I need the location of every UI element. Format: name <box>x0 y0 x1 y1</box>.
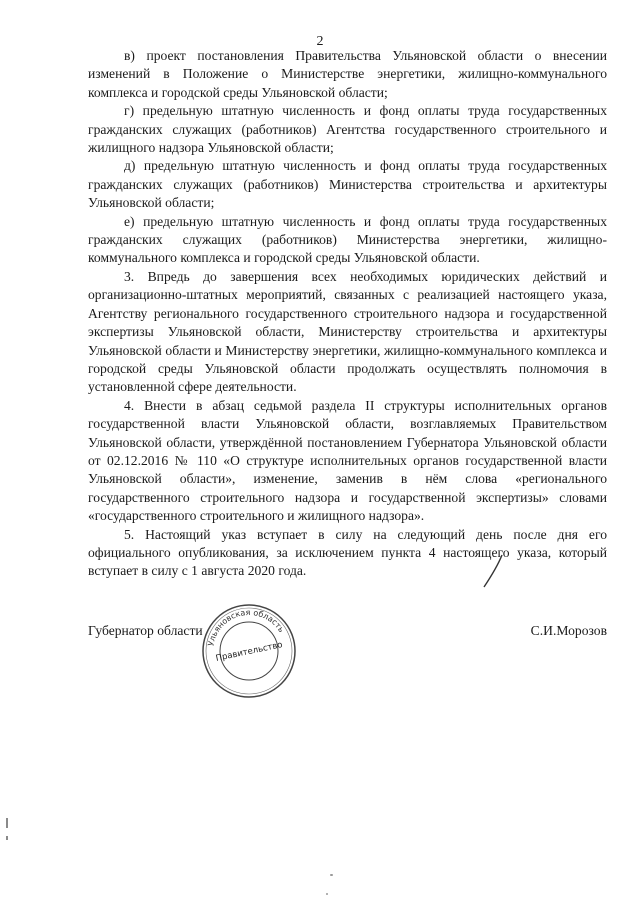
signer-name: С.И.Морозов <box>530 623 607 638</box>
paragraph-item-d: д) предельную штатную численность и фонд оплаты труда государственных гражданских служащих (работников) Министерства строительства и архитектуры Ульяновской области; <box>88 158 607 211</box>
scan-speck <box>326 893 328 895</box>
paragraph-3: 3. Впредь до завершения всех необходимых юридических действий и организационно-штатных мероприятий, связанных с реализацией настоящего указа, Агентству регионального государственного строительного надзора и государственной экспертизы Ульяновской области, Министерству строительства и архитектуры Ульяновской области и Министерству энергетики, жилищно-коммунального комплекса и городской среды Ульяновской области продолжать осуществлять полномочия в установленной сфере деятельности. <box>88 268 607 395</box>
official-seal <box>201 603 297 699</box>
paragraph-4: 4. Внести в абзац седьмой раздела II структуры исполнительных органов государственной власти Ульяновской области, возглавляемых Правительством Ульяновской области, утверждённой постановлением Губернатора Ульяновской области от 02.12.2016 № 110 «О структуре исполнительных органов государственной власти Ульяновской области», изменение, заменив в нём слова «регионального государственного строительного надзора и государственной экспертизы» словами «государственного строительного и жилищного надзора». <box>88 397 607 524</box>
signature-stroke <box>478 553 508 589</box>
paragraph-item-e: е) предельную штатную численность и фонд оплаты труда государственных гражданских служащих (работников) Министерства энергетики, жилищно-коммунального комплекса и городской среды Ульяновской области. <box>88 213 607 266</box>
svg-text:Правительство: Правительство <box>214 640 284 664</box>
svg-text:Ульяновская область: Ульяновская область <box>206 607 287 647</box>
paragraph-item-v: в) проект постановления Правительства Ульяновской области о внесении изменений в Положение о Министерстве энергетики, жилищно-коммунального комплекса и городской среды Ульяновской области; <box>88 48 607 100</box>
paragraph-item-g: г) предельную штатную численность и фонд оплаты труда государственных гражданских служащих (работников) Агентства государственного строительного и жилищного надзора Ульяновской области; <box>88 103 607 156</box>
signature-block <box>88 623 607 643</box>
signer-title: Губернатор области <box>88 623 203 638</box>
page-number: 2 <box>316 34 324 49</box>
paragraph-5: 5. Настоящий указ вступает в силу на следующий день после дня его официального опубликования, за исключением пункта 4 настоящего указа, который вступает в силу с 1 августа 2020 года. <box>88 526 607 579</box>
scan-speck <box>330 874 333 876</box>
scan-edge-mark <box>6 818 8 828</box>
scan-edge-mark <box>6 836 8 840</box>
document-body <box>88 47 607 581</box>
